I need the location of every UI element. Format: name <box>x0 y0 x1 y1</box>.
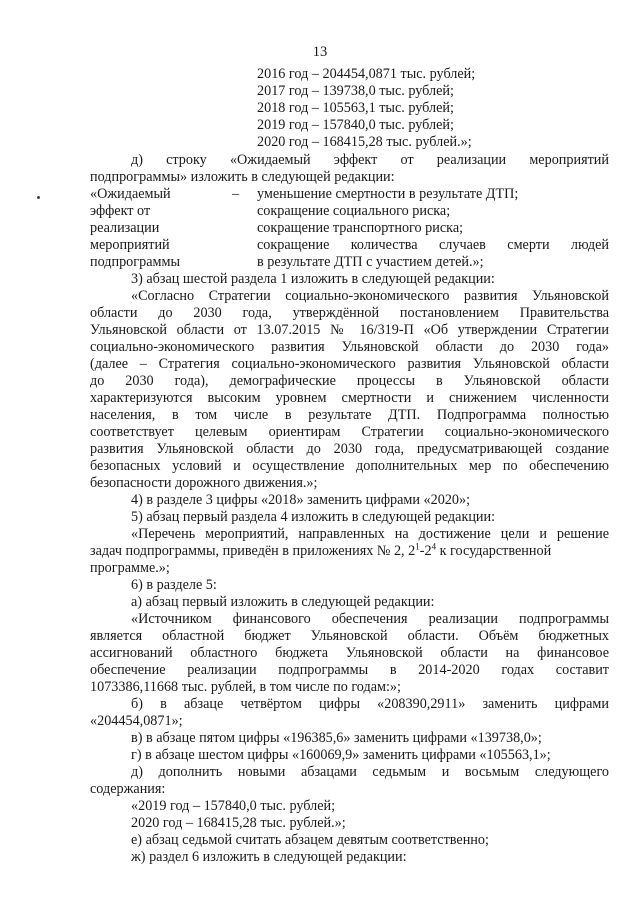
table-label-line: эффект от <box>90 203 151 219</box>
paragraph-line: 5) абзац первый раздела 4 изложить в следующей редакции: <box>131 509 496 525</box>
paragraph-line: социально-экономического развития Ульяновской области до 2030 года» <box>90 339 609 355</box>
year-line: 2016 год – 204454,0871 тыс. рублей; <box>257 66 476 82</box>
paragraph-line: области до 2030 года, утверждённой постановлением Правительства <box>90 305 609 321</box>
paragraph-line: д) строку «Ожидаемый эффект от реализации мероприятий <box>131 152 609 168</box>
paragraph-line: (далее – Стратегия социально-экономического развития Ульяновской области <box>90 356 609 372</box>
paragraph-line: ж) раздел 6 изложить в следующей редакции: <box>131 849 407 865</box>
paragraph-line: 2020 год – 168415,28 тыс. рублей.»; <box>131 815 346 831</box>
paragraph-line: безопасности дорожного движения.»; <box>90 475 318 491</box>
page-number: 13 <box>312 44 328 60</box>
paragraph-line: соответствует целевым ориентирам Стратегии социально-экономического <box>90 424 609 440</box>
table-value-line: сокращение количества случаев смерти людей <box>257 237 609 253</box>
table-value-line: в результате ДТП с участием детей.»; <box>257 254 484 270</box>
paragraph-line: подпрограммы» изложить в следующей редакции: <box>90 169 395 185</box>
table-label-line: подпрограммы <box>90 254 180 270</box>
paragraph-line: обеспечение реализации подпрограммы в 2014-2020 годах составит <box>90 662 609 678</box>
paragraph-line: характеризуются высоким уровнем смертности и снижением численности <box>90 390 609 406</box>
paragraph-line: содержания: <box>90 781 166 797</box>
paragraph-line: ассигнований областного бюджета Ульяновской области на финансовое <box>90 645 609 661</box>
annex-text-mid: -2 <box>419 543 432 559</box>
table-value-line: сокращение социального риска; <box>257 203 451 219</box>
table-value-line: сокращение транспортного риска; <box>257 220 464 236</box>
paragraph-line: «204454,0871»; <box>90 713 183 729</box>
annex-superscript: 4 <box>431 541 437 552</box>
annex-reference-line <box>90 543 609 560</box>
paragraph-line: б) в абзаце четвёртом цифры «208390,2911» заменить цифрами <box>131 696 609 712</box>
paragraph-line: безопасных условий и осуществление дополнительных мер по обеспечению <box>90 458 609 474</box>
paragraph-line: 1073386,11668 тыс. рублей, в том числе по годам:»; <box>90 679 401 695</box>
annex-text-before: задач подпрограммы, приведён в приложениях № 2, 2 <box>90 543 416 559</box>
paragraph-line: Ульяновской области от 13.07.2015 № 16/319-П «Об утверждении Стратегии <box>90 322 609 338</box>
paragraph-line: е) абзац седьмой считать абзацем девятым соответственно; <box>131 832 489 848</box>
year-line: 2019 год – 157840,0 тыс. рублей; <box>257 117 454 133</box>
table-value-line: уменьшение смертности в результате ДТП; <box>257 186 519 202</box>
paragraph-line: «Согласно Стратегии социально-экономического развития Ульяновской <box>131 288 609 304</box>
paragraph-line: д) дополнить новыми абзацами седьмым и восьмым следующего <box>131 764 609 780</box>
paragraph-line: г) в абзаце шестом цифры «160069,9» заменить цифрами «105563,1»; <box>131 747 551 763</box>
year-line: 2017 год – 139738,0 тыс. рублей; <box>257 83 454 99</box>
paragraph-line: «Перечень мероприятий, направленных на достижение цели и решение <box>131 526 609 542</box>
table-label-line: реализации <box>90 220 160 236</box>
paragraph-line: в) в абзаце пятом цифры «196385,6» заменить цифрами «139738,0»; <box>131 730 542 746</box>
scan-speck <box>37 196 40 199</box>
paragraph-line: а) абзац первый изложить в следующей редакции: <box>131 594 435 610</box>
paragraph-line: населения, в том числе в результате ДТП. Подпрограмма полностью <box>90 407 609 423</box>
table-label-line: «Ожидаемый <box>90 186 171 202</box>
paragraph-line: программе.»; <box>90 560 170 576</box>
annex-superscript: 1 <box>415 541 420 552</box>
paragraph-line: 4) в разделе 3 цифры «2018» заменить цифрами «2020»; <box>131 492 471 508</box>
paragraph-line: «2019 год – 157840,0 тыс. рублей; <box>131 798 336 814</box>
year-line: 2018 год – 105563,1 тыс. рублей; <box>257 100 454 116</box>
table-dash: – <box>232 186 240 202</box>
year-line: 2020 год – 168415,28 тыс. рублей.»; <box>257 134 472 150</box>
annex-text-after: к государственной <box>436 543 552 559</box>
paragraph-line: «Источником финансового обеспечения реализации подпрограммы <box>131 611 609 627</box>
paragraph-line: 3) абзац шестой раздела 1 изложить в следующей редакции: <box>131 271 495 287</box>
paragraph-line: является областной бюджет Ульяновской области. Объём бюджетных <box>90 628 609 644</box>
paragraph-line: 6) в разделе 5: <box>131 577 217 593</box>
paragraph-line: развития Ульяновской области до 2030 года, предусматривающей создание <box>90 441 609 457</box>
table-label-line: мероприятий <box>90 237 170 253</box>
paragraph-line: до 2030 года), демографические процессы в Ульяновской области <box>90 373 609 389</box>
